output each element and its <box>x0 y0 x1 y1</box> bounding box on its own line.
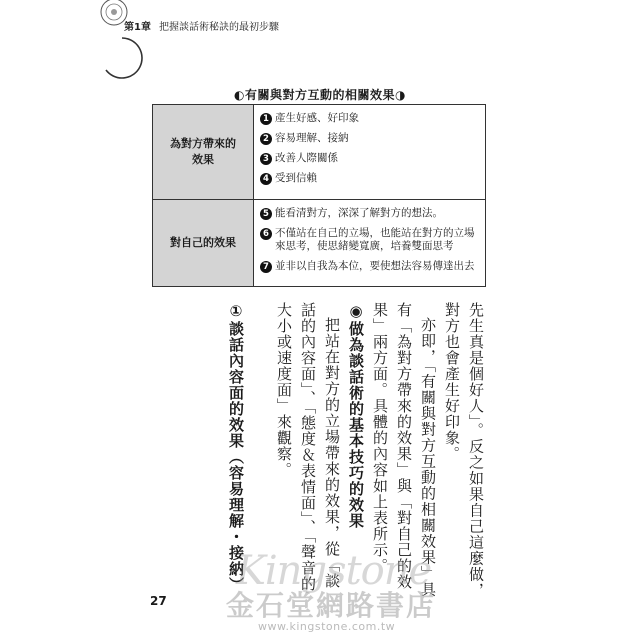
items-cell <box>254 199 486 287</box>
subsection-heading: ①談話內容面的效果（容易理解・接納） <box>227 302 245 593</box>
number-badge: 7 <box>260 261 272 273</box>
chapter-number: 第1章 <box>124 22 151 33</box>
items-cell <box>254 105 486 200</box>
chapter-ornament-icon <box>88 0 148 80</box>
list-item <box>260 260 479 273</box>
section-heading: ◉做為談話術的基本技巧的效果 <box>347 302 365 529</box>
paragraph: 先生真是個好人」。反之如果自己這麼做，對方也會產生好印象。 <box>443 302 485 599</box>
watermark-text: 金石堂網路書店 <box>226 589 437 622</box>
number-badge: 5 <box>260 208 272 220</box>
table-row <box>153 199 486 287</box>
item-text: 受到信賴 <box>275 172 317 185</box>
list-item <box>260 172 479 185</box>
number-badge: 1 <box>260 113 272 125</box>
list-item <box>260 112 479 125</box>
item-text: 不僅站在自己的立場，也能站在對方的立場來思考，使思緒變寬廣，培養雙面思考 <box>275 226 475 252</box>
list-item <box>260 132 479 145</box>
effects-table <box>152 104 486 287</box>
item-text: 並非以自我為本位，要使想法容易傳達出去 <box>275 259 475 272</box>
number-badge: 2 <box>260 133 272 145</box>
chapter-header <box>124 18 279 33</box>
number-badge: 4 <box>260 173 272 185</box>
number-badge: 6 <box>260 228 272 240</box>
list-item <box>260 227 479 253</box>
item-text: 改善人際關係 <box>275 152 338 165</box>
table-row <box>153 105 486 200</box>
watermark-logo: Kingstone <box>236 548 432 594</box>
table-title: ◐有關與對方互動的相關效果◑ <box>234 88 406 102</box>
list-item <box>260 207 479 220</box>
paragraph: 亦即，「有關與對方互動的相關效果」具有「為對方帶來的效果」與「對自己的效果」兩方面。具體的內容如上表所示。 <box>371 302 437 598</box>
category-cell <box>153 199 254 287</box>
paragraph: 把站在對方的立場帶來的效果，從「談話的內容面」、「態度＆表情面」、「聲音的大小或速度面」來觀察。 <box>275 302 341 592</box>
item-text: 產生好感、好印象 <box>275 112 359 124</box>
category-cell <box>153 105 254 200</box>
category-label: 對自己的效果 <box>170 235 236 249</box>
item-text: 能看清對方，深深了解對方的想法。 <box>275 206 443 219</box>
category-label: 為對方帶來的效果 <box>170 136 236 166</box>
number-badge: 3 <box>260 153 272 165</box>
page-number: 27 <box>150 594 167 608</box>
list-item <box>260 152 479 165</box>
item-text: 容易理解、接納 <box>275 132 349 145</box>
chapter-title: 把握談話術秘訣的最初步驟 <box>158 22 279 33</box>
watermark-url: www.kingstone.com.tw <box>258 620 396 633</box>
